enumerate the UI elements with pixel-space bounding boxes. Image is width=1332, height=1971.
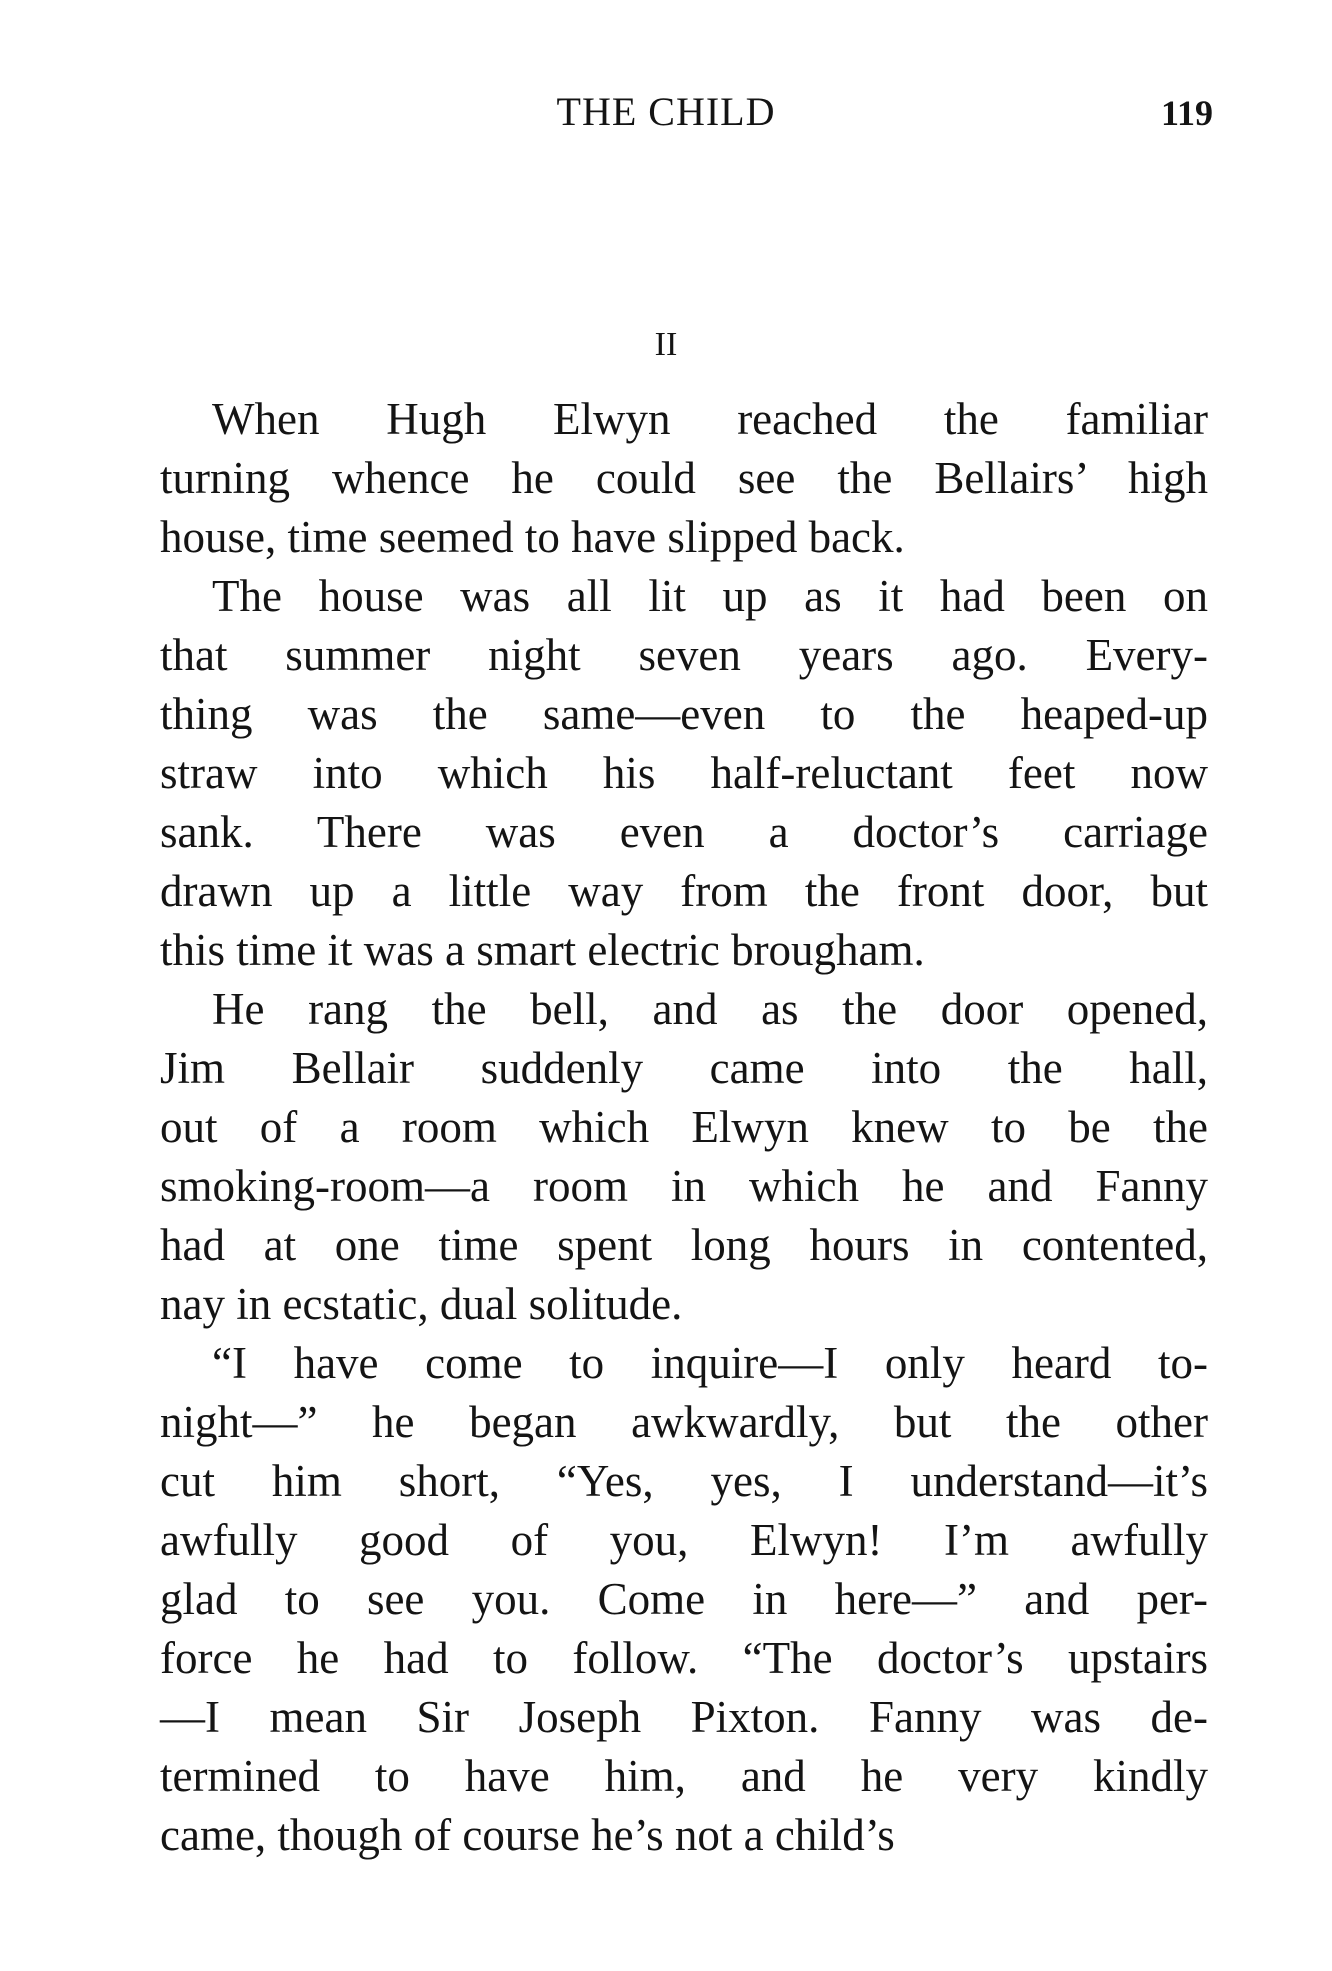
paragraph bbox=[160, 390, 1208, 567]
chapter-number: II bbox=[654, 326, 678, 363]
text-line: drawn up a little way from the front door, but bbox=[160, 866, 1208, 916]
text-line: sank. There was even a doctor’s carriage bbox=[160, 807, 1208, 857]
text-line: night—” he began awkwardly, but the other bbox=[160, 1397, 1208, 1447]
running-header bbox=[0, 88, 1332, 138]
text-line: awfully good of you, Elwyn! I’m awfully bbox=[160, 1515, 1208, 1565]
text-line: He rang the bell, and as the door opened, bbox=[212, 984, 1208, 1034]
text-line: that summer night seven years ago. Every- bbox=[160, 630, 1208, 680]
body-text bbox=[160, 390, 1208, 1865]
text-line: “I have come to inquire—I only heard to- bbox=[212, 1338, 1208, 1388]
text-line: thing was the same—even to the heaped-up bbox=[160, 689, 1208, 739]
text-line: house, time seemed to have slipped back. bbox=[160, 512, 905, 562]
text-line: smoking-room—a room in which he and Fanny bbox=[160, 1161, 1208, 1211]
text-line: turning whence he could see the Bellairs’ high bbox=[160, 453, 1208, 503]
text-line: out of a room which Elwyn knew to be the bbox=[160, 1102, 1208, 1152]
text-line: cut him short, “Yes, yes, I understand—it’s bbox=[160, 1456, 1208, 1506]
text-line: this time it was a smart electric brougham. bbox=[160, 925, 925, 975]
page-number: 119 bbox=[1160, 93, 1213, 133]
paragraph bbox=[160, 1334, 1208, 1865]
text-line: When Hugh Elwyn reached the familiar bbox=[212, 394, 1208, 444]
text-line: straw into which his half-reluctant feet now bbox=[160, 748, 1208, 798]
text-line: Jim Bellair suddenly came into the hall, bbox=[160, 1043, 1208, 1093]
text-line: termined to have him, and he very kindly bbox=[160, 1751, 1208, 1801]
text-line: —I mean Sir Joseph Pixton. Fanny was de- bbox=[160, 1692, 1208, 1742]
text-line: glad to see you. Come in here—” and per- bbox=[160, 1574, 1208, 1624]
paragraph bbox=[160, 980, 1208, 1334]
running-title: THE CHILD bbox=[556, 89, 776, 134]
text-line: came, though of course he’s not a child’s bbox=[160, 1810, 895, 1860]
text-line: force he had to follow. “The doctor’s upstairs bbox=[160, 1633, 1208, 1683]
text-line: The house was all lit up as it had been on bbox=[212, 571, 1208, 621]
text-line: nay in ecstatic, dual solitude. bbox=[160, 1279, 683, 1329]
text-line: had at one time spent long hours in contented, bbox=[160, 1220, 1208, 1270]
paragraph bbox=[160, 567, 1208, 980]
